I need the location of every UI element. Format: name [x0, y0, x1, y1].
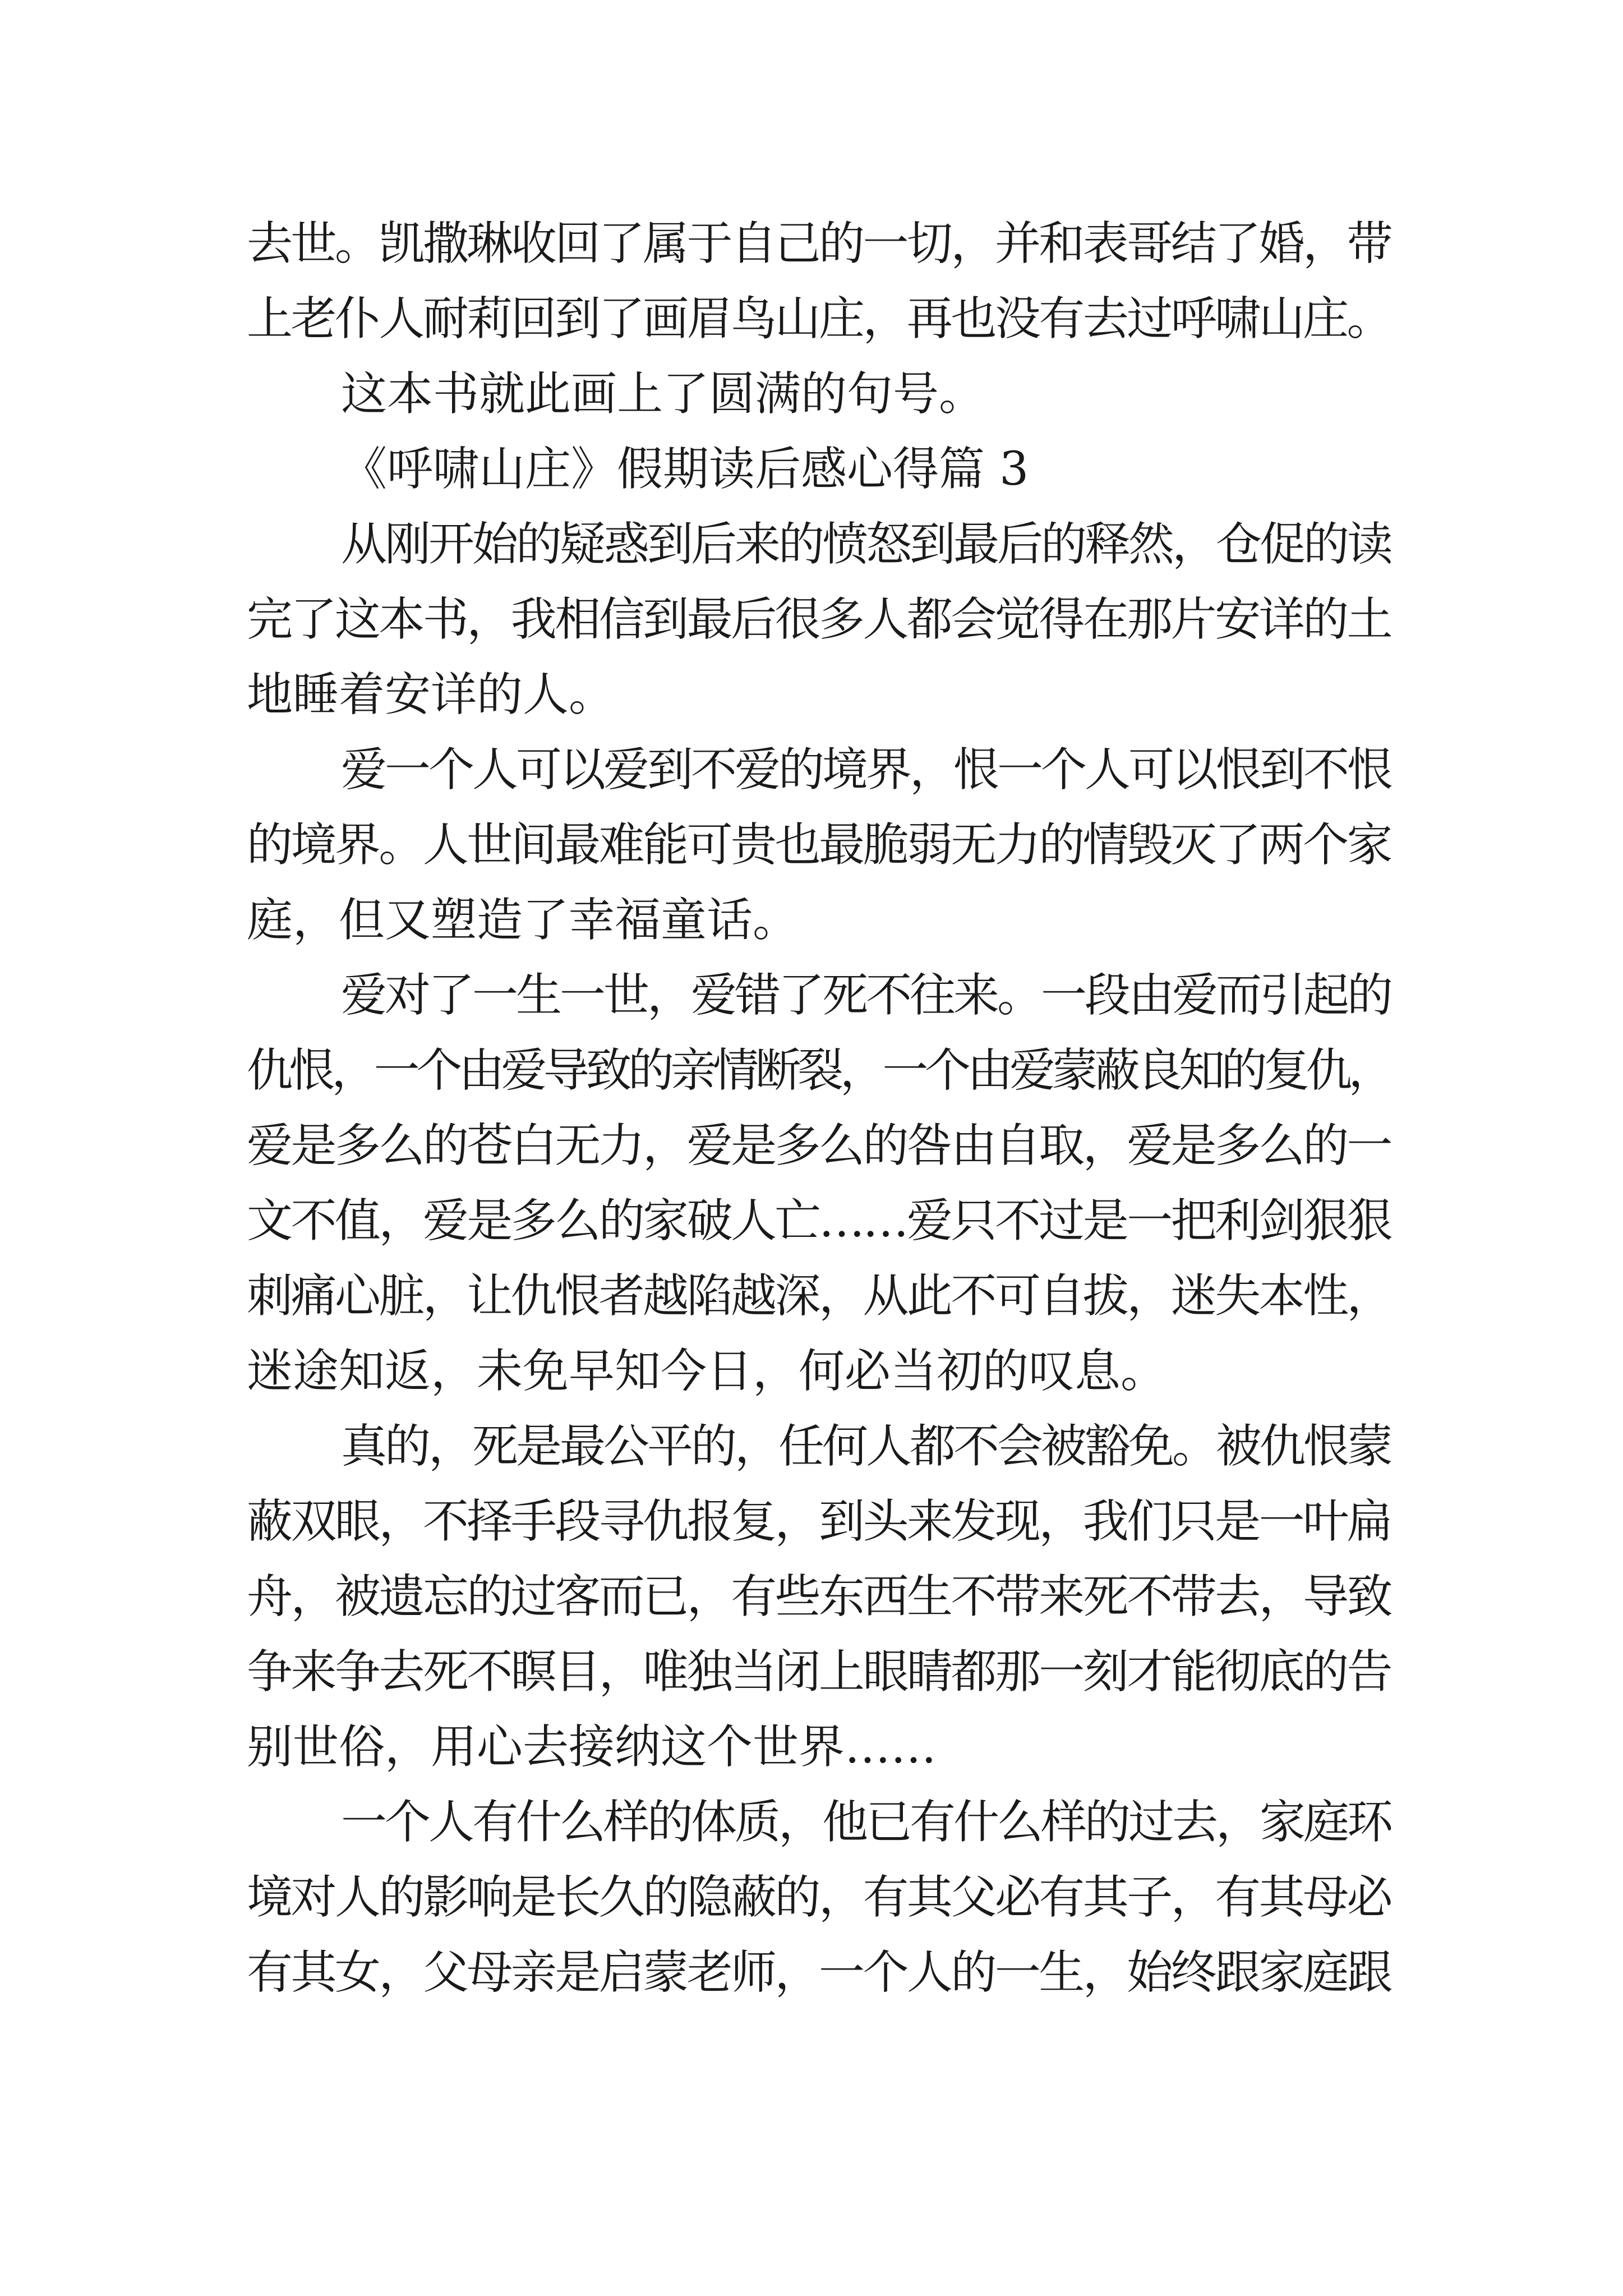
text-line: 一个人有什么样的体质，他已有什么样的过去，家庭环	[341, 1796, 1391, 1849]
text-line: 仇恨，一个由爱导致的亲情断裂，一个由爱蒙蔽良知的复仇，	[247, 1044, 1391, 1097]
text-line: 《呼啸山庄》假期读后感心得篇 3	[341, 443, 1029, 496]
text-line: 舟，被遗忘的过客而已，有些东西生不带来死不带去，导致	[247, 1570, 1391, 1623]
text-line: 庭，但又塑造了幸福童话。	[247, 894, 799, 947]
text-line: 爱对了一生一世，爱错了死不往来。一段由爱而引起的	[341, 969, 1391, 1022]
text-line: 爱是多么的苍白无力，爱是多么的咎由自取，爱是多么的一	[247, 1119, 1391, 1172]
text-line: 从刚开始的疑惑到后来的愤怒到最后的释然，仓促的读	[341, 518, 1391, 571]
text-line: 上老仆人耐莉回到了画眉鸟山庄，再也没有去过呼啸山庄。	[247, 292, 1391, 346]
text-line: 地睡着安详的人。	[247, 668, 615, 721]
text-line: 真的，死是最公平的，任何人都不会被豁免。被仇恨蒙	[341, 1420, 1391, 1473]
text-line: 境对人的影响是长久的隐蔽的，有其父必有其子，有其母必	[247, 1871, 1391, 1924]
text-line: 这本书就此画上了圆满的句号。	[341, 367, 985, 421]
text-line: 去世。凯撒琳收回了属于自己的一切，并和表哥结了婚，带	[247, 217, 1391, 270]
text-line: 爱一个人可以爱到不爱的境界，恨一个人可以恨到不恨	[341, 743, 1391, 797]
text-line: 有其女，父母亲是启蒙老师，一个人的一生，始终跟家庭跟	[247, 1946, 1391, 1999]
body-text	[247, 206, 1391, 2010]
text-line: 别世俗，用心去接纳这个世界……	[247, 1720, 937, 1774]
text-line: 争来争去死不瞑目，唯独当闭上眼睛都那一刻才能彻底的告	[247, 1645, 1391, 1699]
text-line: 文不值，爱是多么的家破人亡……爱只不过是一把利剑狠狠	[247, 1194, 1391, 1248]
text-line: 蔽双眼，不择手段寻仇报复，到头来发现，我们只是一叶扁	[247, 1495, 1391, 1548]
text-line: 的境界。人世间最难能可贵也最脆弱无力的情毁灭了两个家	[247, 818, 1391, 872]
text-line: 完了这本书，我相信到最后很多人都会觉得在那片安详的土	[247, 593, 1391, 646]
text-line: 刺痛心脏，让仇恨者越陷越深，从此不可自拔，迷失本性，	[247, 1269, 1391, 1323]
text-line: 迷途知返，未免早知今日，何必当初的叹息。	[247, 1345, 1167, 1398]
